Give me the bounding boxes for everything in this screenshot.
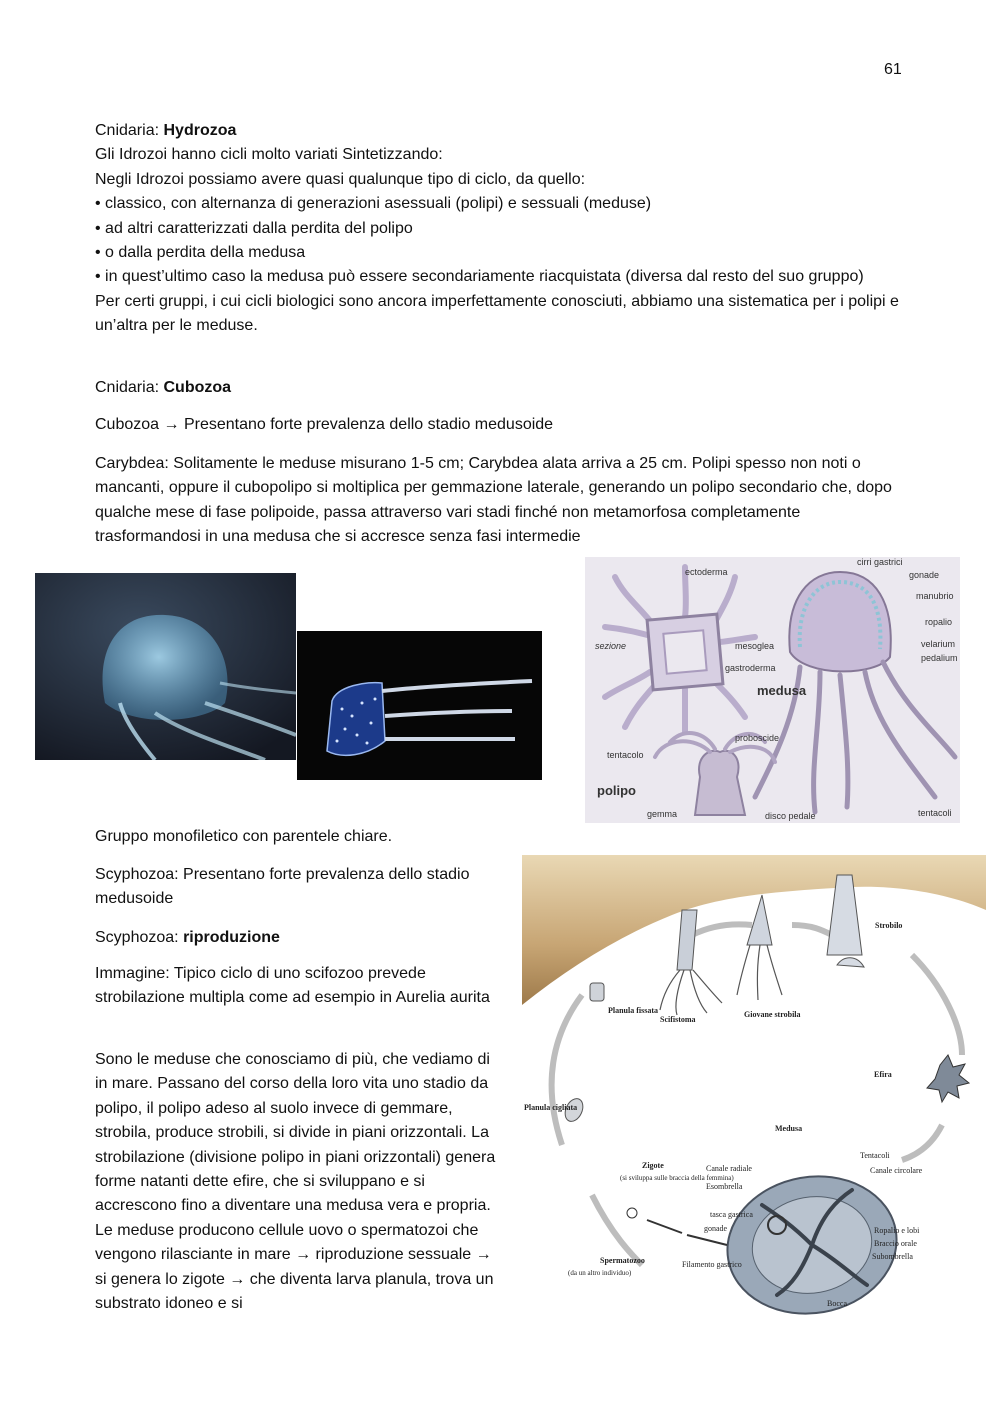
box-jellyfish-photo-2: [297, 631, 542, 780]
label-tentacoli-cycle: Tentacoli: [860, 1151, 890, 1160]
label-canale-circolare: Canale circolare: [870, 1166, 923, 1175]
label-zigote: Zigote: [642, 1161, 664, 1170]
label-proboscide: proboscide: [735, 733, 780, 743]
paragraph-line: Per certi gruppi, i cui cicli biologici sono ancora imperfettamente conosciuti, abbiamo una sistematica per i polipi e un’altra per le meduse.: [95, 292, 899, 335]
label-braccio-orale: Braccio orale: [874, 1239, 917, 1248]
page-number: 61: [884, 61, 902, 78]
hydrozoa-section: [95, 119, 905, 339]
label-spermatozoo: Spermatozoo: [600, 1256, 645, 1265]
bullet-item: • in quest’ultimo caso la medusa può essere secondariamente riacquistata (diversa dal resto del suo gruppo): [95, 268, 864, 286]
label-gastroderma: gastroderma: [725, 663, 776, 673]
label-ectoderma: ectoderma: [685, 567, 728, 577]
scyphozoa-riproduzione-heading: [95, 926, 280, 950]
label-gonade-cycle: gonade: [704, 1224, 728, 1233]
label-mesoglea: mesoglea: [735, 641, 775, 651]
hydrozoa-heading: [95, 119, 905, 143]
heading-bold: riproduzione: [183, 929, 280, 946]
label-filamento: Filamento gastrico: [682, 1260, 742, 1269]
label-scifistoma: Scifistoma: [660, 1015, 696, 1024]
label-giovane-strobila: Giovane strobila: [744, 1010, 801, 1019]
label-planula-fissata: Planula fissata: [608, 1006, 659, 1015]
label-ropalio: ropalio: [925, 617, 953, 627]
label-polipo: polipo: [597, 783, 636, 798]
label-zigote-note: (si sviluppa sulle braccia della femmina): [620, 1174, 734, 1182]
bullet-item: • classico, con alternanza di generazioni asessuali (polipi) e sessuali (meduse): [95, 195, 652, 213]
label-manubrio: manubrio: [916, 591, 954, 601]
immagine-paragraph: Immagine: Tipico ciclo di uno scifozoo prevede strobilazione multipla come ad esempio in Aurelia aurita: [95, 965, 490, 1007]
label-tentacoli: tentacoli: [918, 808, 952, 818]
label-efira: Efira: [874, 1070, 892, 1079]
cubozoa-heading: [95, 376, 231, 400]
label-pedalium: pedalium: [921, 653, 958, 663]
label-planula-cigliata: Planula cigliata: [524, 1103, 578, 1112]
scyphozoa-prevalenza: Scyphozoa: Presentano forte prevalenza dello stadio medusoide: [95, 866, 470, 908]
paragraph-line: Negli Idrozoi possiamo avere quasi qualunque tipo di ciclo, da quello:: [95, 170, 586, 188]
label-bocca: Bocca: [827, 1299, 847, 1308]
cubozoa-summary: Cubozoa → Presentano forte prevalenza dello stadio medusoide: [95, 416, 554, 433]
label-tentacolo: tentacolo: [607, 750, 644, 760]
heading-prefix: Cnidaria:: [95, 122, 164, 139]
label-strobilo: Strobilo: [875, 921, 903, 930]
label-medusa: medusa: [757, 683, 807, 698]
carybdea-paragraph: Carybdea: Solitamente le meduse misurano 1-5 cm; Carybdea alata arriva a 25 cm. Polipi spesso non noti o mancanti, oppure il cubopolipo si moltiplica per gemmazione laterale, generando un polipo secondario che, dopo qualche mese di fase polipoide, passa attraverso vari stadi finché non metamorfosa completamente trasformandosi in una medusa che si accresce senza fasi intermedie: [95, 455, 892, 546]
heading-prefix: Cnidaria:: [95, 379, 164, 396]
scyphozoa-cycle-diagram: [522, 855, 986, 1315]
monofiletico-line: Gruppo monofiletico con parentele chiare.: [95, 828, 393, 845]
label-gonade: gonade: [909, 570, 940, 580]
label-medusa-cycle: Medusa: [775, 1124, 803, 1133]
label-tasca-gastrica: tasca gastrica: [710, 1210, 753, 1219]
heading-bold: Hydrozoa: [163, 122, 237, 139]
label-esombrella: Esombrella: [706, 1182, 743, 1191]
photo-border: [35, 760, 296, 780]
label-velarium: velarium: [921, 639, 956, 649]
cubozoa-anatomy-diagram: [585, 557, 960, 823]
label-disco-pedale: disco pedale: [765, 811, 816, 821]
label-spermatozoo-note: (da un altro individuo): [568, 1269, 632, 1277]
box-jellyfish-photo: [35, 573, 296, 760]
heading-bold: Cubozoa: [163, 379, 232, 396]
bullet-item: • o dalla perdita della medusa: [95, 244, 306, 262]
descrizione-paragraph: Sono le meduse che conosciamo di più, che vediamo di in mare. Passano del corso della loro vita uno stadio da polipo, il polipo adeso al suolo invece di gemmare, strobila, produce strobili, si divide in piani orizzontali. La strobilazione (divisione polipo in piani orizzontali) genera forme natanti dette efire, che si sviluppano e si accrescono fino a diventare una medusa vera e propria. Le meduse producono cellule uovo o spermatozoi che vengono rilasciante in mare → riproduzione sessuale → si genera lo zigote → che diventa larva planula, trova un substrato idoneo e si: [95, 1051, 496, 1313]
label-ropalio-lobi: Ropalio e lobi: [874, 1226, 920, 1235]
label-gemma: gemma: [647, 809, 678, 819]
bullet-item: • ad altri caratterizzati dalla perdita del polipo: [95, 219, 413, 237]
label-subombrella: Subombrella: [872, 1252, 913, 1261]
label-sezione: sezione: [595, 641, 627, 651]
label-cirri: cirri gastrici: [857, 557, 903, 567]
paragraph-line: Gli Idrozoi hanno cicli molto variati Sintetizzando:: [95, 146, 443, 164]
label-canale-radiale: Canale radiale: [706, 1164, 752, 1173]
heading-prefix: Scyphozoa:: [95, 929, 184, 946]
